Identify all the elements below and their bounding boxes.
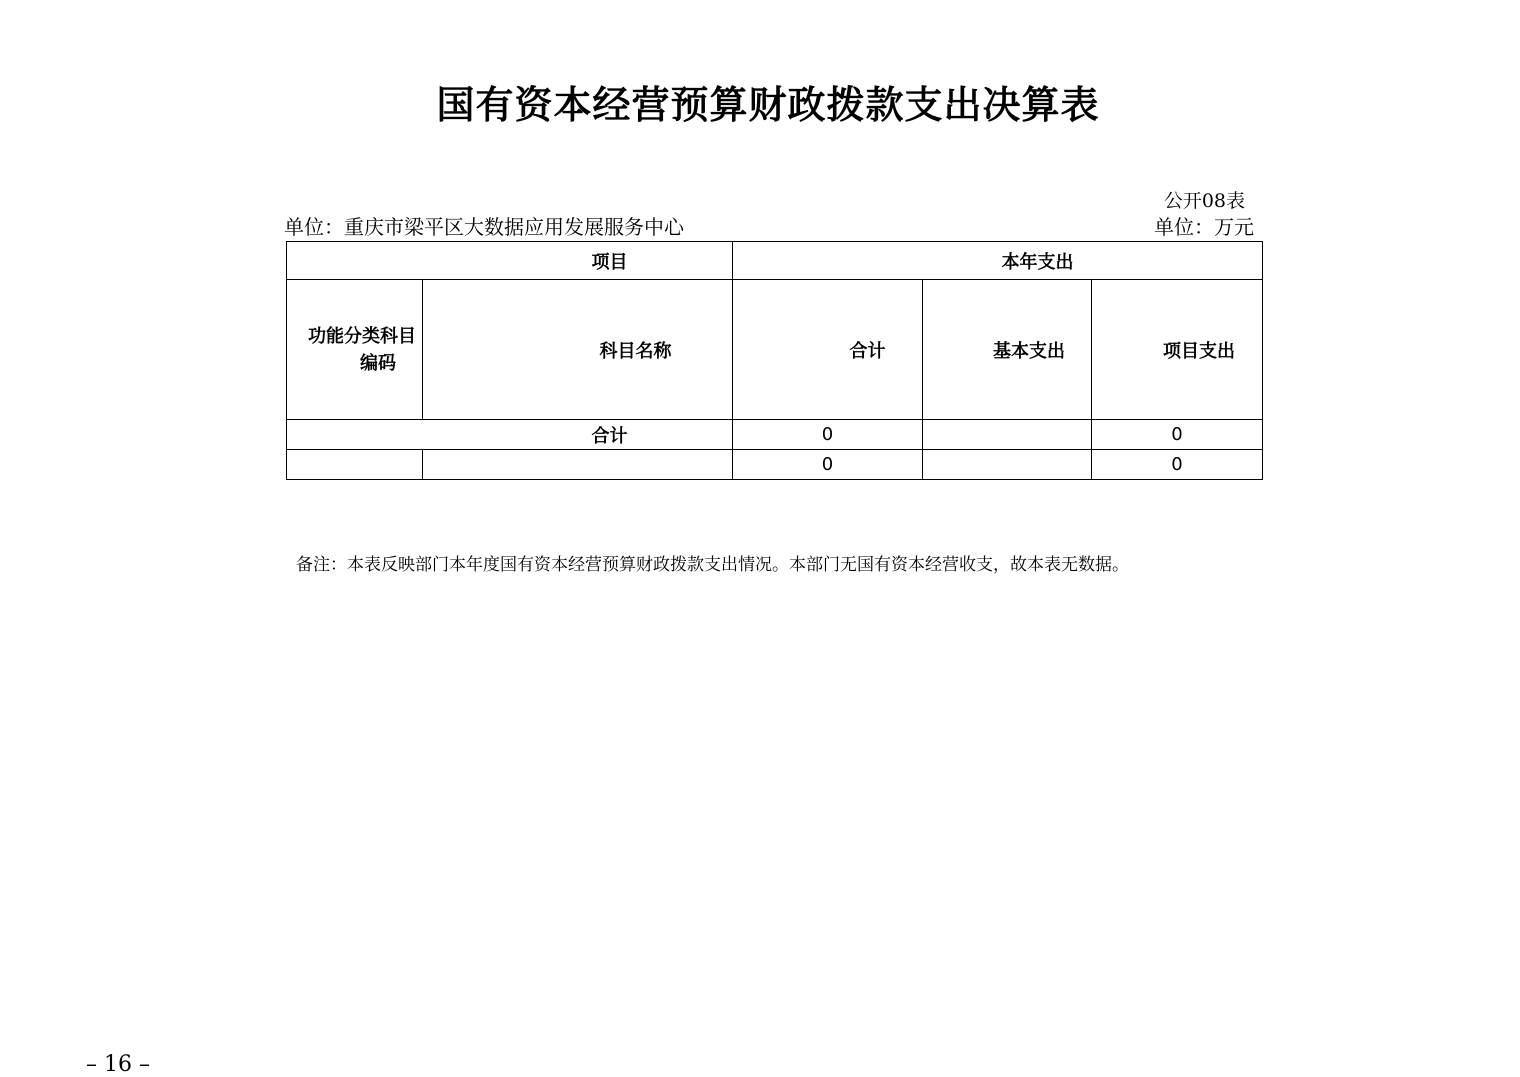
row-code bbox=[287, 450, 423, 480]
header-current-year-label: 本年支出 bbox=[1001, 251, 1074, 273]
row-total-name bbox=[287, 420, 733, 450]
table-subheader-row bbox=[287, 280, 1263, 420]
row-name bbox=[423, 450, 733, 480]
unit-organization: 单位：重庆市梁平区大数据应用发展服务中心 bbox=[284, 215, 684, 239]
table-row bbox=[287, 450, 1263, 480]
header-current-year bbox=[733, 242, 1263, 280]
row-total-label: 合计 bbox=[591, 425, 628, 447]
row-total-basic bbox=[923, 420, 1092, 450]
col-project-header bbox=[1092, 280, 1263, 420]
row-project: 0 bbox=[1092, 450, 1263, 480]
col-code-line1: 功能分类科目 bbox=[308, 325, 416, 347]
table-row bbox=[287, 420, 1263, 450]
col-project-label: 项目支出 bbox=[1163, 340, 1235, 362]
page-title: 国有资本经营预算财政拨款支出决算表 bbox=[436, 83, 1100, 127]
col-name-header bbox=[423, 280, 733, 420]
table-note: 备注：本表反映部门本年度国有资本经营预算财政拨款支出情况。本部门无国有资本经营收支，故本表无数据。 bbox=[296, 555, 1129, 575]
header-item bbox=[287, 242, 733, 280]
row-total-project: 0 bbox=[1092, 420, 1263, 450]
col-total-label: 合计 bbox=[849, 340, 886, 362]
table-header-row bbox=[287, 242, 1263, 280]
col-code-line2: 编码 bbox=[360, 352, 396, 374]
col-basic-label: 基本支出 bbox=[993, 340, 1065, 362]
col-basic-header bbox=[923, 280, 1092, 420]
row-total-total: 0 bbox=[733, 420, 923, 450]
budget-table bbox=[286, 241, 1263, 480]
unit-currency: 单位：万元 bbox=[1154, 215, 1254, 239]
row-total: 0 bbox=[733, 450, 923, 480]
form-number: 公开08表 bbox=[1163, 190, 1245, 212]
row-basic bbox=[923, 450, 1092, 480]
page-number: – 16 – bbox=[86, 1052, 150, 1077]
col-total-header bbox=[733, 280, 923, 420]
col-code-header bbox=[287, 280, 423, 420]
col-name-label: 科目名称 bbox=[599, 340, 672, 362]
header-item-label: 项目 bbox=[591, 251, 628, 273]
